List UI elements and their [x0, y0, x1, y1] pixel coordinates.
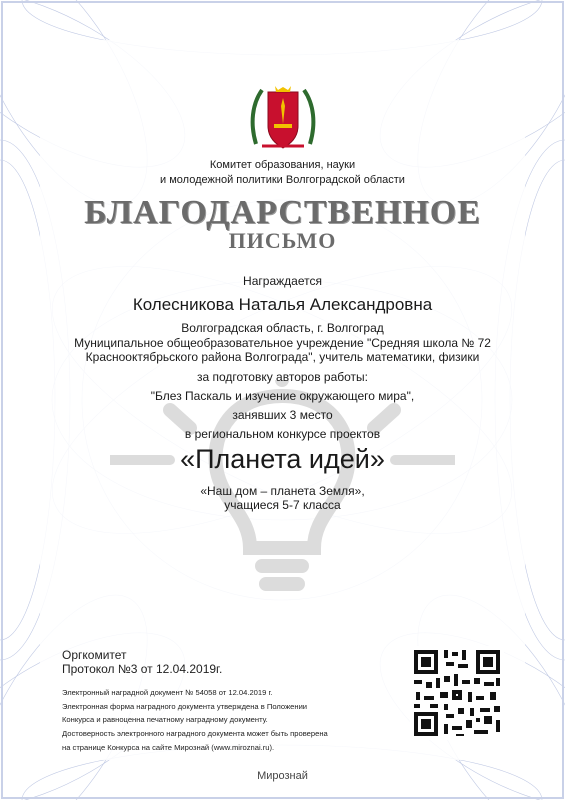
certificate-title: БЛАГОДАРСТВЕННОЕ	[84, 194, 481, 231]
organizer-block	[62, 648, 222, 676]
awarded-label: Награждается	[243, 274, 322, 288]
recipient-location: Волгоградская область, г. Волгоград	[181, 321, 384, 335]
brand-name: Мирознай	[257, 770, 308, 782]
place-text: занявших 3 место	[232, 408, 333, 422]
legal-line: Электронный наградной документ № 54058 от 12.04.2019 г.	[62, 688, 273, 697]
volgograd-emblem-icon	[250, 84, 316, 154]
protocol-text: Протокол №3 от 12.04.2019г.	[62, 662, 223, 676]
qr-code-icon[interactable]	[410, 646, 504, 740]
legal-line: Конкурса и равноценна печатному наградному документу.	[62, 715, 268, 725]
legal-line: Достоверность электронного наградного документа может быть проверена	[62, 729, 328, 739]
legal-line: Электронная форма наградного документа утверждена в Положении	[62, 701, 308, 711]
recipient-name: Колесникова Наталья Александровна	[132, 295, 433, 314]
nomination-text: «Наш дом – планета Земля»,	[200, 484, 365, 498]
grade-text: учащиеся 5-7 класса	[224, 498, 341, 512]
legal-notice	[62, 686, 328, 755]
reason-line: за подготовку авторов работы:	[196, 370, 369, 384]
work-title: "Блез Паскаль и изучение окружающего мира",	[150, 389, 415, 403]
institution-line-1: Муниципальное общеобразовательное учреждение "Средняя школа № 72	[74, 336, 491, 350]
committee-name	[0, 158, 565, 188]
institution-line-2: Краснооктябрьского района Волгограда", учитель математики, физики	[85, 350, 480, 364]
contest-name: «Планета идей»	[180, 444, 385, 474]
legal-line: на странице Конкурса на сайте Мирознай (www.miroznai.ru).	[62, 742, 275, 752]
contest-intro: в региональном конкурсе проектов	[184, 427, 381, 441]
orgcommittee-label: Оргкомитет	[62, 648, 127, 662]
committee-line-2: и молодежной политики Волгоградской области	[160, 174, 405, 186]
committee-line-1: Комитет образования, науки	[209, 159, 356, 171]
certificate-subtitle: ПИСЬМО	[228, 228, 337, 253]
